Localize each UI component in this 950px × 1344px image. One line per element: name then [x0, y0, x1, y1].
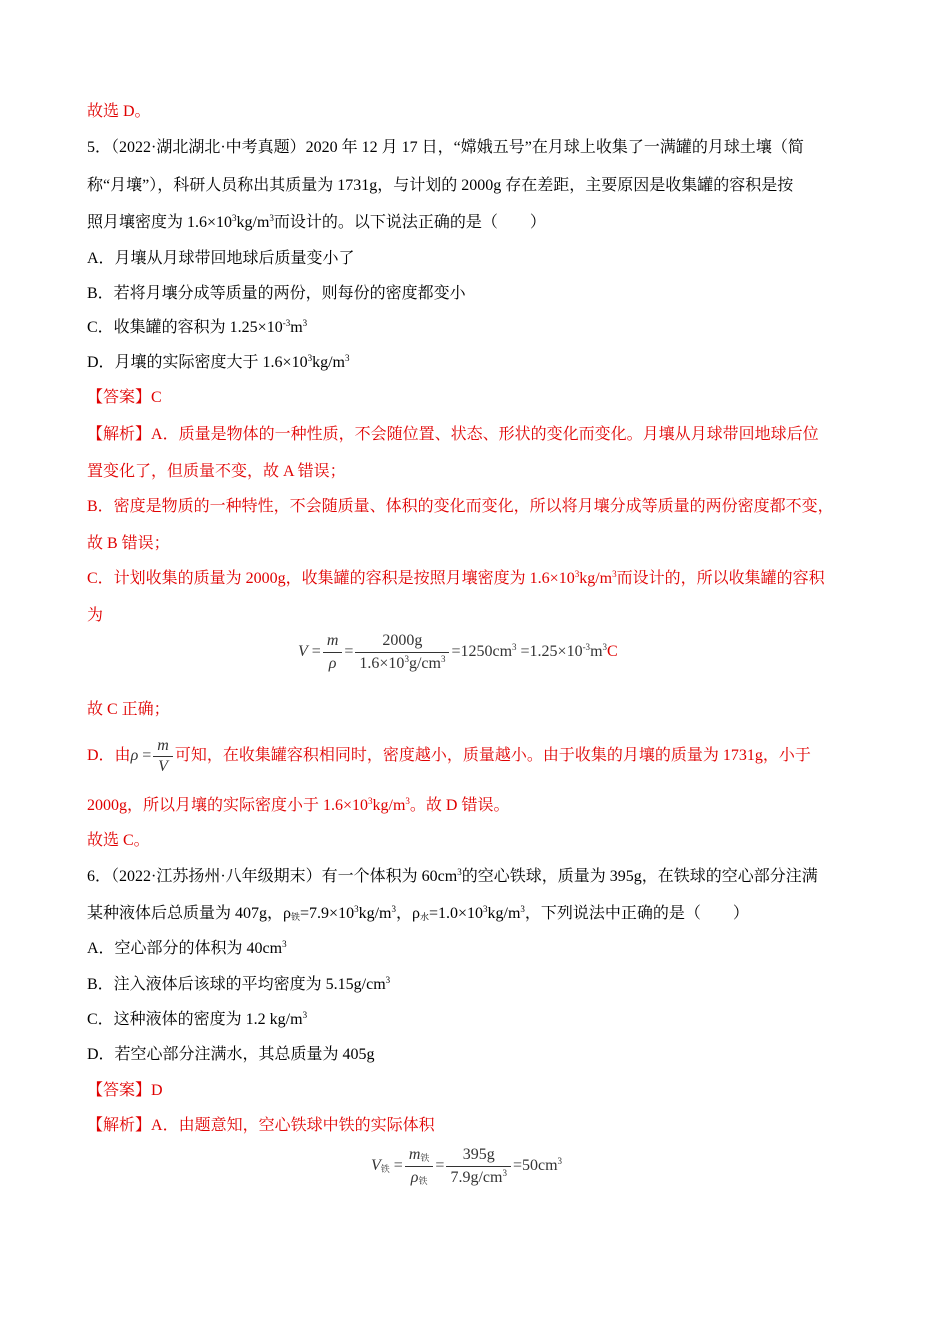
q5-analysis-a-line2: 置变化了，但质量不变，故 A 错误；: [87, 463, 346, 480]
q6-stem-line2: 某种液体后总质量为 407g，$\rho_铁=7.9\times 10^3kg/m^3$，$\rho_水=1.0\times 10^3kg/m^3$，下列说法中正确的是（ ）: [87, 904, 749, 922]
analysis-tag: 【解析】: [87, 426, 152, 443]
q5-option-c: C．收集罐的容积为 $1.25\times 10^{-3}m^3$: [87, 318, 308, 336]
analysis-tag: 【解析】: [87, 1117, 152, 1134]
q4-conclusion: 故选 D。: [87, 103, 151, 120]
q5-answer: 【答案】C: [87, 389, 162, 406]
answer-tag: 【答案】: [87, 1082, 152, 1099]
q5-analysis-c-line1: C．计划收集的质量为 2000g，收集罐的容积是按照月壤密度为 $1.6\times 10^3kg/m^3$而设计的，所以收集罐的容积: [87, 569, 825, 587]
q6-iron-volume-equation: $V_铁$ = $\frac{m_铁}{\rho_铁}$ = $\frac{395g}{7.9g/cm^3}$ $=50cm^3$: [371, 1146, 563, 1186]
q5-option-a: A．月壤从月球带回地球后质量变小了: [87, 250, 355, 267]
q5-volume-equation: V = $\frac{m}{\rho}$ = $\frac{2000g}{1.6\times 10^3g/cm^3}$ $=1250cm^3 =1.25\times 10^{-3}m^3C$: [298, 632, 618, 672]
q5-analysis-a-line1: 【解析】A．质量是物体的一种性质，不会随位置、状态、形状的变化而变化。月壤从月球带回地球后位: [87, 426, 819, 443]
q5-analysis-d-line2: 2000g，所以月壤的实际密度小于 $1.6\times 10^3kg/m^3$。故 D 错误。: [87, 796, 510, 814]
q5-conclusion: 故选 C。: [87, 832, 150, 849]
q5-analysis-c-conclusion: 故 C 正确；: [87, 701, 170, 718]
q5-option-d: D．月壤的实际密度大于 $1.6\times 10^3kg/m^3$: [87, 353, 350, 371]
q5-analysis-b-line1: B．密度是物质的一种特性，不会随质量、体积的变化而变化，所以将月壤分成等质量的两份密度都不变，: [87, 498, 834, 515]
q6-option-c: C．这种液体的密度为 1.2 $kg/m^3$: [87, 1010, 308, 1028]
q6-answer: 【答案】D: [87, 1082, 163, 1099]
q6-option-a: A．空心部分的体积为 $40cm^3$: [87, 939, 287, 957]
q5-stem-line2: 称“月壤”），科研人员称出其质量为 1731g，与计划的 2000g 存在差距，主要原因是收集罐的容积是按: [87, 177, 794, 194]
q5-option-b: B．若将月壤分成等质量的两份，则每份的密度都变小: [87, 285, 466, 302]
q5-stem-line1: 5．（2022·湖北湖北·中考真题）2020 年 12 月 17 日，“嫦娥五号”在月球上收集了一满罐的月球土壤（简: [87, 139, 804, 156]
q5-stem-line3: 照月壤密度为 $1.6\times 10^3kg/m^3$而设计的。以下说法正确的是（ ）: [87, 213, 546, 231]
q5-analysis-c-line2: 为: [87, 607, 104, 624]
q6-stem-line1: 6．（2022·江苏扬州·八年级期末）有一个体积为 $60cm^3$的空心铁球，质量为 395g，在铁球的空心部分注满: [87, 867, 818, 885]
q6-analysis-a-line1: 【解析】A．由题意知，空心铁球中铁的实际体积: [87, 1117, 435, 1134]
q5-analysis-b-line2: 故 B 错误；: [87, 535, 170, 552]
answer-tag: 【答案】: [87, 389, 152, 406]
q5-analysis-d-line1: D．由ρ = $\frac{m}{V}$ 可知，在收集罐容积相同时，密度越小，质量越小。由于收集的月壤的质量为 1731g，小于: [87, 737, 811, 775]
q6-option-d: D．若空心部分注满水，其总质量为 405g: [87, 1046, 375, 1063]
q6-option-b: B．注入液体后该球的平均密度为 $5.15g/cm^3$: [87, 975, 391, 993]
